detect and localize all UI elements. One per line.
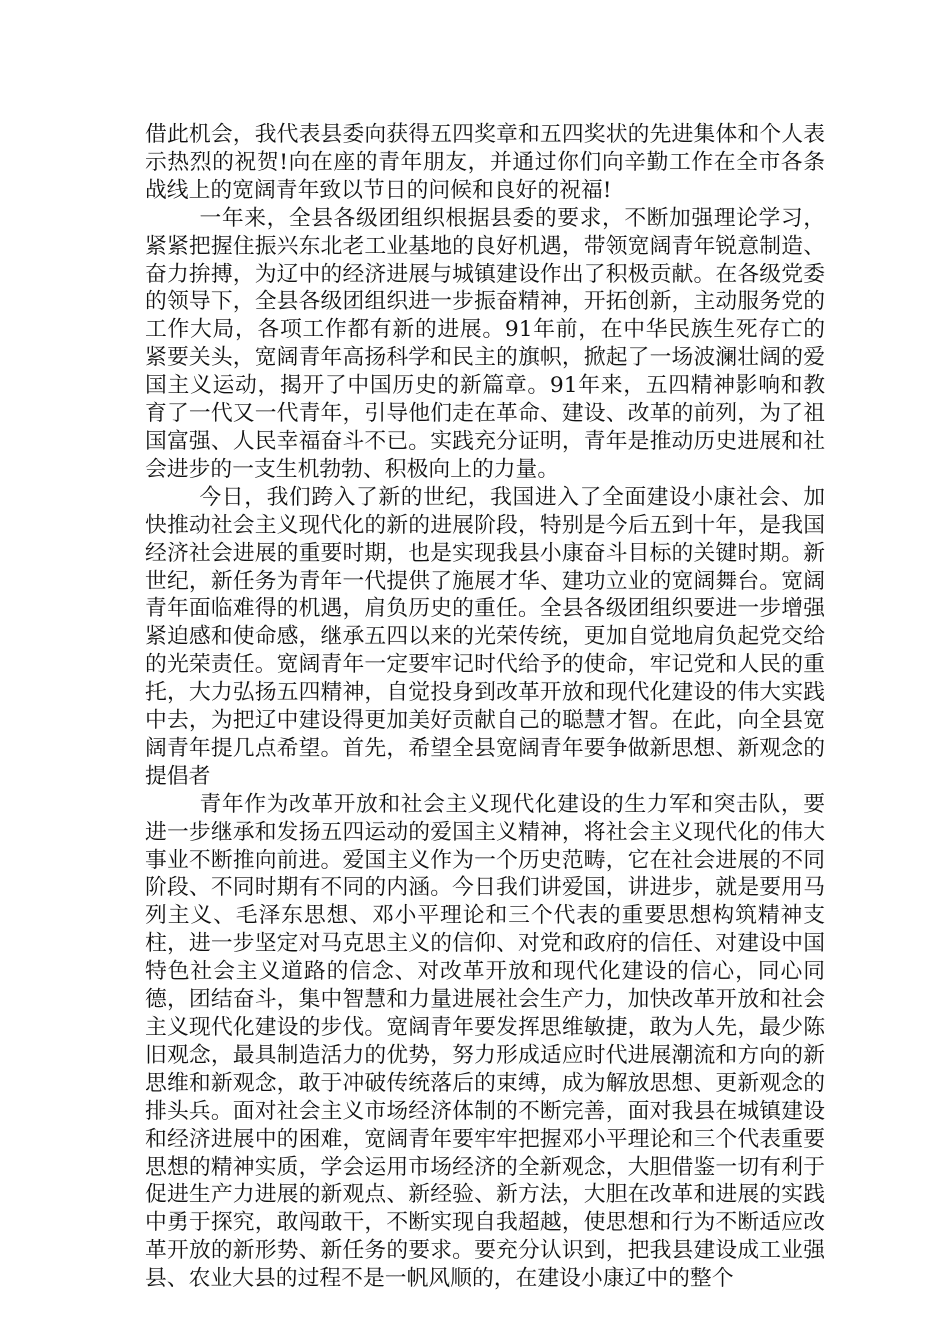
document-body	[145, 121, 825, 1293]
paragraph-3: 今日，我们跨入了新的世纪，我国进入了全面建设小康社会、加快推动社会主义现代化的新的进展阶段，特别是今后五到十年，是我国经济社会进展的重要时期，也是实现我县小康奋斗目标的关键时期。新世纪，新任务为青年一代提供了施展才华、建功立业的宽阔舞台。宽阔青年面临难得的机遇，肩负历史的重任。全县各级团组织要进一步增强紧迫感和使命感，继承五四以来的光荣传统，更加自觉地肩负起党交给的光荣责任。宽阔青年一定要牢记时代给予的使命，牢记党和人民的重托，大力弘扬五四精神，自觉投身到改革开放和现代化建设的伟大实践中去，为把辽中建设得更加美好贡献自己的聪慧才智。在此，向全县宽阔青年提几点希望。首先，希望全县宽阔青年要争做新思想、新观念的提倡者	[145, 484, 825, 789]
paragraph-4: 青年作为改革开放和社会主义现代化建设的生力军和突击队，要进一步继承和发扬五四运动的爱国主义精神，将社会主义现代化的伟大事业不断推向前进。爱国主义作为一个历史范畴，它在社会进展的不同阶段、不同时期有不同的内涵。今日我们讲爱国，讲进步，就是要用马列主义、毛泽东思想、邓小平理论和三个代表的重要思想构筑精神支柱，进一步坚定对马克思主义的信仰、对党和政府的信任、对建设中国特色社会主义道路的信念、对改革开放和现代化建设的信心，同心同德，团结奋斗，集中智慧和力量进展社会生产力，加快改革开放和社会主义现代化建设的步伐。宽阔青年要发挥思维敏捷，敢为人先，最少陈旧观念，最具制造活力的优势，努力形成适应时代进展潮流和方向的新思维和新观念，敢于冲破传统落后的束缚，成为解放思想、更新观念的排头兵。面对社会主义市场经济体制的不断完善，面对我县在城镇建设和经济进展中的困难，宽阔青年要牢牢把握邓小平理论和三个代表重要思想的精神实质，学会运用市场经济的全新观念，大胆借鉴一切有利于促进生产力进展的新观点、新经验、新方法，大胆在改革和进展的实践中勇于探究，敢闯敢干，不断实现自我超越，使思想和行为不断适应改革开放的新形势、新任务的要求。要充分认识到，把我县建设成工业强县、农业大县的过程不是一帆风顺的，在建设小康辽中的整个	[145, 791, 825, 1292]
paragraph-1: 借此机会，我代表县委向获得五四奖章和五四奖状的先进集体和个人表示热烈的祝贺!向在座的青年朋友，并通过你们向辛勤工作在全市各条战线上的宽阔青年致以节日的问候和良好的祝福!	[145, 122, 825, 203]
paragraph-2: 一年来，全县各级团组织根据县委的要求，不断加强理论学习，紧紧把握住振兴东北老工业基地的良好机遇，带领宽阔青年锐意制造、奋力拚搏，为辽中的经济进展与城镇建设作出了积极贡献。在各级党委的领导下，全县各级团组织进一步振奋精神，开拓创新，主动服务党的工作大局，各项工作都有新的进展。91年前，在中华民族生死存亡的紧要关头，宽阔青年高扬科学和民主的旗帜，掀起了一场波澜壮阔的爱国主义运动，揭开了中国历史的新篇章。91年来，五四精神影响和教育了一代又一代青年，引导他们走在革命、建设、改革的前列，为了祖国富强、人民幸福奋斗不已。实践充分证明，青年是推动历史进展和社会进步的一支生机勃勃、积极向上的力量。	[145, 205, 825, 482]
